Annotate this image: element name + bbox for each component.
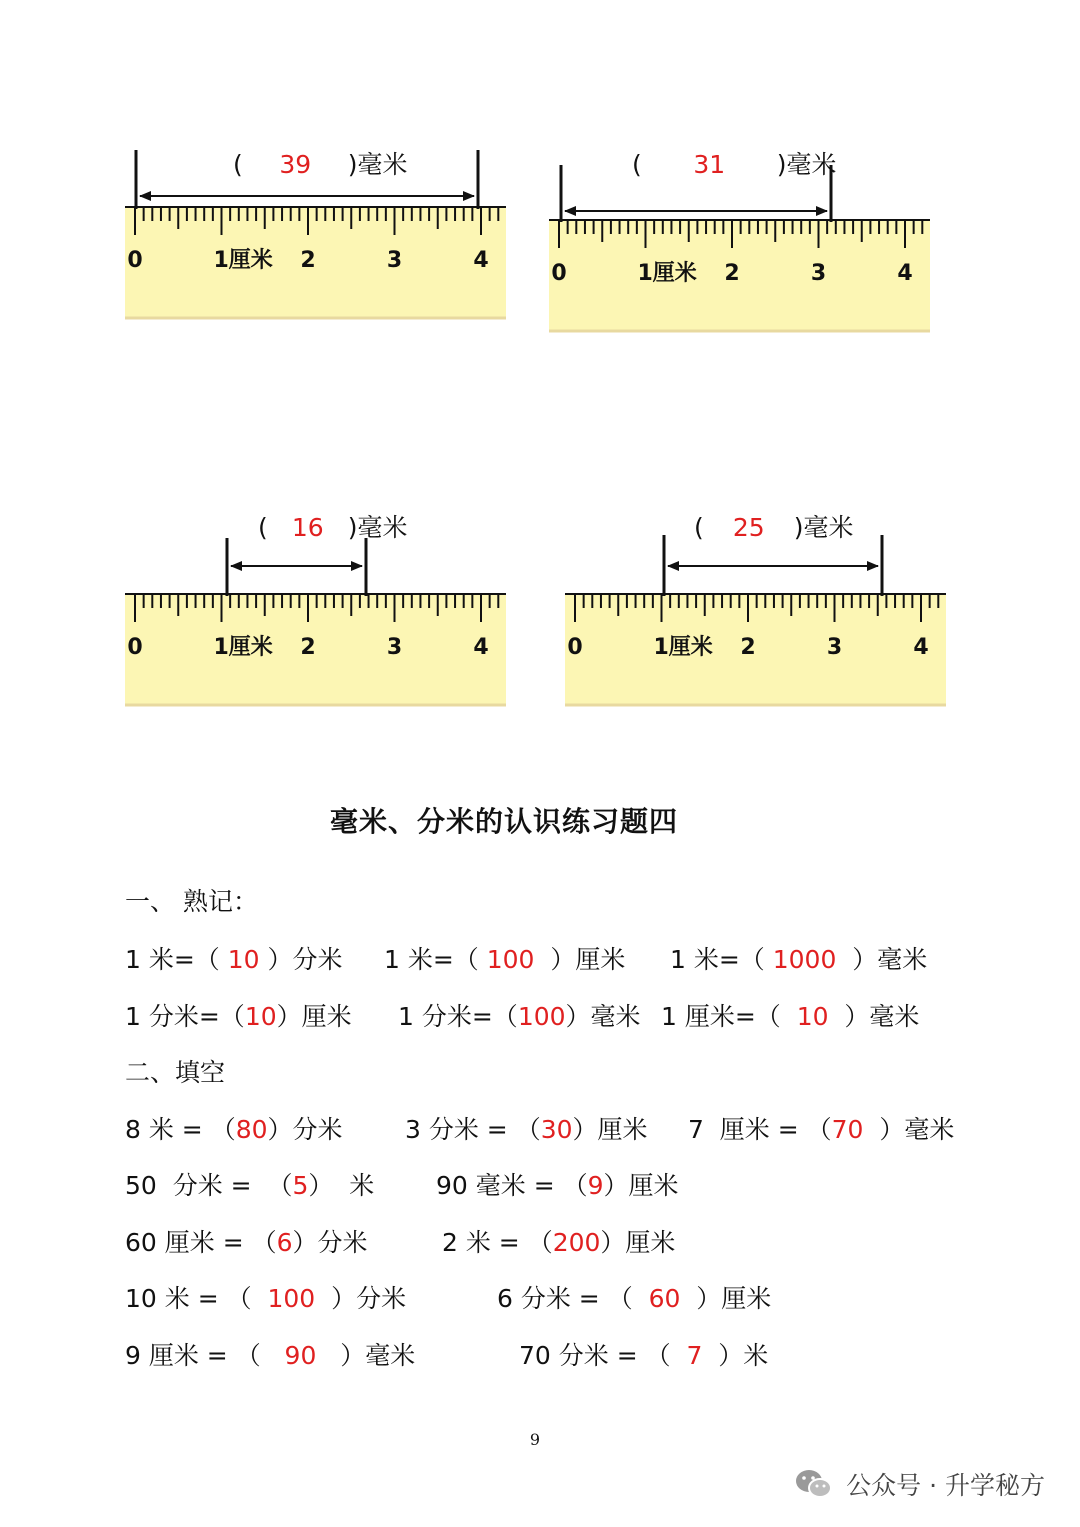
answer-value: 39	[279, 150, 312, 179]
ruler-scale-label: 4	[913, 635, 929, 660]
section-heading-fill-in: 二、填空	[125, 1058, 226, 1087]
ruler-scale-label: 2	[740, 635, 756, 660]
ruler-scale-label: 0	[127, 635, 143, 660]
measurement-label: ( 25 ) 毫米	[694, 513, 854, 542]
answer-value: 25	[732, 513, 765, 542]
ruler-scale-label: 1厘米	[637, 261, 697, 286]
ruler-scale-label: 1厘米	[653, 635, 713, 660]
ruler-scale-label: 2	[724, 261, 740, 286]
exercise-item: 1 分米=（100）毫米	[398, 1002, 641, 1031]
measurement-label: ( 39 ) 毫米	[233, 150, 408, 179]
exercise-item: 70 分米 = （ 7 ）米	[519, 1341, 769, 1370]
watermark	[794, 1466, 1045, 1502]
exercise-item: 7 厘米 = （70 ）毫米	[688, 1115, 955, 1144]
exercise-item: 60 厘米 = （6）分米	[125, 1228, 368, 1257]
ruler-scale-label: 1厘米	[213, 635, 273, 660]
exercise-item: 1 分米=（10）厘米	[125, 1002, 352, 1031]
answer-value: 31	[693, 150, 726, 179]
arrowhead-right	[867, 561, 879, 571]
page-title: 毫米、分米的认识练习题四	[329, 805, 678, 838]
ruler-scale-label: 4	[897, 261, 913, 286]
exercise-item: 1 米=（ 10 ）分米	[125, 945, 343, 974]
ruler-scale-label: 4	[473, 248, 489, 273]
exercise-item: 1 米=（ 1000 ）毫米	[670, 945, 928, 974]
ruler-scale-label: 0	[127, 248, 143, 273]
wechat-icon	[794, 1467, 834, 1501]
answer-value: 16	[291, 513, 324, 542]
measurement-label: ( 16 ) 毫米	[258, 513, 408, 542]
watermark-text: 公众号 · 升学秘方	[846, 1471, 1045, 1500]
exercise-item: 3 分米 = （30）厘米	[405, 1115, 648, 1144]
exercise-item: 1 米=（ 100 ）厘米	[384, 945, 626, 974]
exercise-item: 9 厘米 = （ 90 ）毫米	[125, 1341, 416, 1370]
exercise-item: 8 米 = （80）分米	[125, 1115, 343, 1144]
arrowhead-left	[667, 561, 679, 571]
ruler-scale-label: 3	[826, 635, 843, 660]
ruler-scale-label: 3	[810, 261, 827, 286]
ruler-scale-label: 0	[567, 635, 583, 660]
ruler-scale-label: 0	[551, 261, 567, 286]
ruler-scale-label: 2	[300, 248, 316, 273]
exercise-item: 50 分米 = （5） 米	[125, 1171, 375, 1200]
ruler-scale-label: 3	[386, 635, 403, 660]
measurement-label: ( 31 ) 毫米	[632, 150, 837, 179]
exercise-item: 2 米 = （200）厘米	[442, 1228, 676, 1257]
exercise-item: 10 米 = （ 100 ）分米	[125, 1284, 407, 1313]
exercise-item: 90 毫米 = （9）厘米	[436, 1171, 679, 1200]
exercise-item: 1 厘米=（ 10 ）毫米	[661, 1002, 920, 1031]
exercise-item: 6 分米 = （ 60 ）厘米	[497, 1284, 772, 1313]
ruler-scale-label: 3	[386, 248, 403, 273]
ruler-scale-label: 1厘米	[213, 248, 273, 273]
page-number: 9	[529, 1430, 541, 1449]
ruler-scale-label: 2	[300, 635, 316, 660]
ruler-scale-label: 4	[473, 635, 489, 660]
section-heading-memorize: 一、 熟记：	[125, 887, 258, 916]
